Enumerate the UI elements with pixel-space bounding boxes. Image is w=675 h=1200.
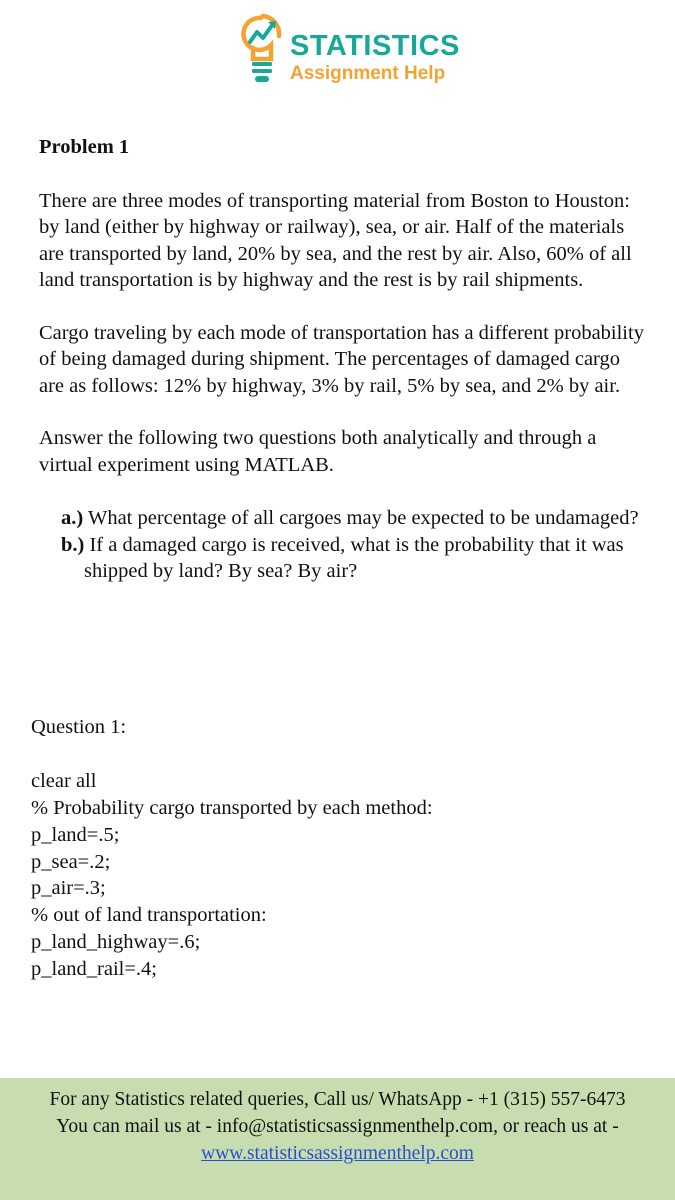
code-line: % out of land transportation: [31,904,267,927]
website-link[interactable]: www.statisticsassignmenthelp.com [201,1143,474,1164]
site-logo [240,12,460,90]
footer-phone-line: For any Statistics related queries, Call us/ WhatsApp - +1 (315) 557-6473 [49,1089,626,1110]
question-label: a.) [61,507,84,529]
code-line: p_land=.5; [31,823,120,846]
spacer [31,741,631,768]
code-line: clear all [31,769,97,792]
problem-section [39,134,649,585]
code-line: % Probability cargo transported by each method: [31,796,433,819]
problem-paragraph-3: Answer the following two questions both analytically and through a virtual experiment using MATLAB. [39,427,597,476]
question-list [61,505,649,585]
question-text: What percentage of all cargoes may be expected to be undamaged? [87,507,639,529]
question-item-b [61,532,649,585]
footer-email-line: You can mail us at - info@statisticsassignmenthelp.com, or reach us at - [56,1116,619,1137]
code-line: p_air=.3; [31,877,106,900]
question-label: b.) [61,533,85,556]
code-line: p_land_rail=.4; [31,958,157,981]
solution-section [31,714,631,983]
contact-footer [0,1078,675,1200]
lightbulb-chart-icon [240,12,286,90]
solution-title: Question 1: [31,716,127,738]
question-item-a [61,505,649,532]
problem-heading: Problem 1 [39,136,130,158]
problem-paragraph-1: There are three modes of transporting material from Boston to Houston: by land (either by highway or railway), sea, or air. Half of the materials are transported by land, 20% by sea, and the rest by air. Also, 60% of all land transportation is by highway and the rest is by rail shipments. [39,189,632,291]
problem-paragraph-2: Cargo traveling by each mode of transportation has a different probability of being damaged during shipment. The percentages of damaged cargo are as follows: 12% by highway, 3% by rail, 5% by sea, and 2% by air. [39,321,644,397]
question-text: If a damaged cargo is received, what is the probability that it was shipped by land? By sea? By air? [84,533,624,582]
logo-title: STATISTICS [290,30,460,62]
code-line: p_sea=.2; [31,850,111,873]
code-line: p_land_highway=.6; [31,931,201,954]
logo-subtitle: Assignment Help [290,63,446,84]
